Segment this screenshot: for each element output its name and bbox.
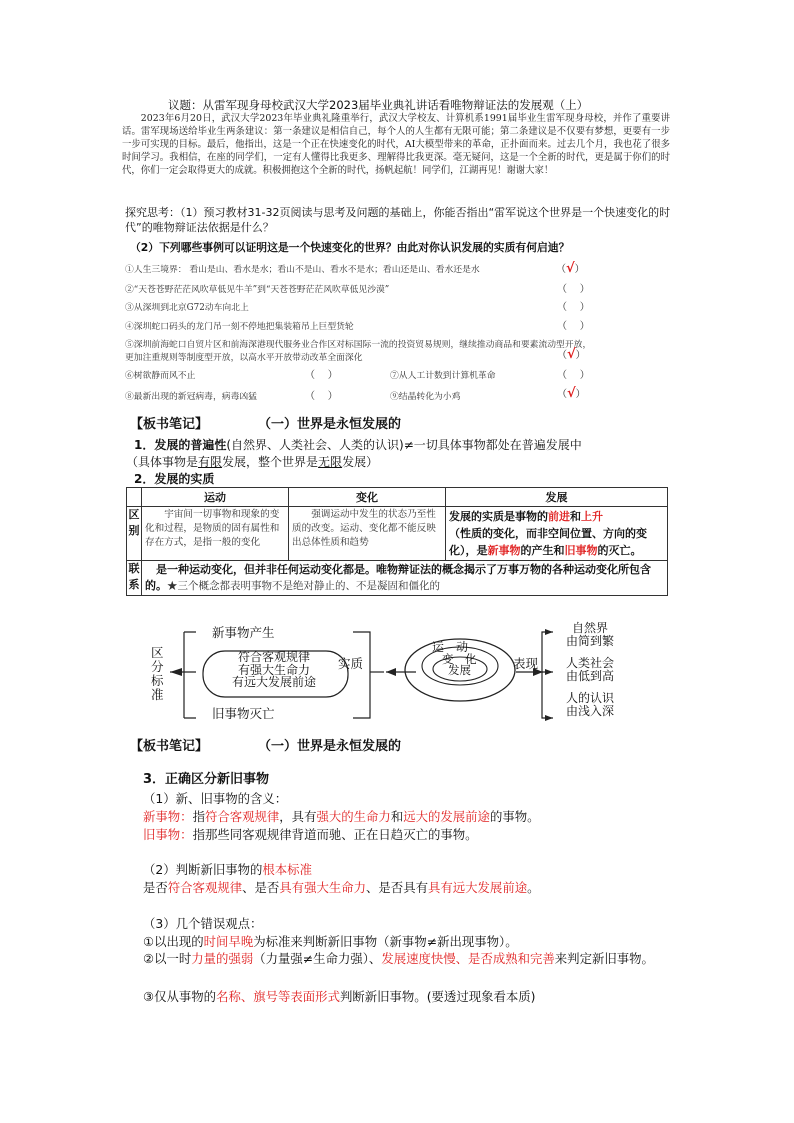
question-2: （2）下列哪些事例可以证明这是一个快速变化的世界？由此对你认识发展的实质有何启迪？ (130, 241, 570, 254)
section-3-p1: （1）新、旧事物的含义： (143, 791, 288, 806)
development-universality: 1．发展的普遍性(自然界、人类社会、人类的认识)≠一切具体事物都处在普遍发展中 (134, 438, 582, 452)
note-heading-1: （一）世界是永恒发展的 (258, 417, 402, 432)
cell-connection: 是一种运动变化，但并非任何运动变化都是。唯物辩证法的概念揭示了万事万物的各种运动变化所包含的。★三个概念都表明事物不是绝对静止的、不是凝固和僵化的 (142, 561, 668, 596)
error-view-1: ①以出现的时间早晚为标准来判断新旧事物（新事物≠新出现事物）。 (143, 934, 518, 949)
diagram-essence: 实质 (338, 656, 364, 671)
note-label-1: 【板书笔记】 (130, 417, 209, 432)
option-6-answer: （ ） (305, 370, 338, 381)
option-1-answer: （√） (556, 261, 585, 276)
note-label-2: 【板书笔记】 (130, 739, 209, 754)
diagram-motion: 运 动 (432, 640, 469, 654)
option-5-line-2: 更加注重规则等制度型开放，以高水平开放带动改革全面深化 (125, 353, 363, 363)
development-universality-note: （具体事物是有限发展，整个世界是无限发展） (126, 455, 379, 469)
header-motion: 运动 (142, 488, 289, 507)
diagram-left-label: 区分标准 (151, 645, 164, 702)
section-3-p3: （3）几个错误观点： (143, 916, 263, 931)
concept-comparison-table (126, 487, 668, 596)
option-7-answer: （ ） (557, 370, 590, 381)
diagram-new-thing: 新事物产生 (212, 625, 275, 640)
option-8-answer: （ ） (305, 391, 338, 402)
judgment-standard: 是否符合客观规律、是否具有强大生命力、是否具有具有远大发展前途。 (143, 880, 540, 895)
option-3-answer: （ ） (557, 302, 590, 313)
option-6: ⑥树欲静而风不止 (125, 371, 196, 381)
section-3-p2: （2）判断新旧事物的根本标准 (143, 862, 312, 877)
intro-paragraph: 2023年6月20日，武汉大学2023年毕业典礼隆重举行，武汉大学校友、计算机系1991届毕业生雷军现身母校，并作了重要讲话。雷军现场送给毕业生两条建议：第一条建议是相信自己，每个人的人生都有无限可能；第二条建议是不仅要有梦想，更要有一步一步可实现的目标。最后，他指出，这是一个正在快速变化的时代，AI大模型带来的革命，正扑面而来。过去几个月，我也花了很多时间学习。我相信，在座的同学们，一定有人懂得比我更多、理解得比我更深。毫无疑问，这是一个全新的时代，更是属于你们的时代，你们一定会取得更大的成就。积极拥抱这个全新的时代，扬帆起航！同学们，江湖再见！谢谢大家！ (122, 113, 670, 176)
new-thing-definition: 新事物：指符合客观规律，具有强大的生命力和远大的发展前途的事物。 (143, 809, 540, 824)
option-5-answer: （√） (557, 347, 586, 362)
option-2-answer: （ ） (557, 284, 590, 295)
diagram-nature: 自然界 由简到繁 (566, 621, 615, 648)
option-9: ⑨结晶转化为小鸡 (390, 392, 461, 402)
option-4: ④深圳蛇口码头的龙门吊一刻不停地把集装箱吊上巨型货轮 (125, 322, 354, 332)
row-label-connection: 联系 (127, 561, 142, 596)
diagram-cognition: 人的认识 由浅入深 (566, 691, 615, 718)
check-mark-icon: √ (567, 347, 576, 362)
error-view-3: ③仅从事物的名称、旗号等表面形式判断新旧事物。(要透过现象看本质) (143, 989, 536, 1004)
page-title: 议题：从雷军现身母校武汉大学2023届毕业典礼讲话看唯物辩证法的发展观（上） (168, 98, 589, 112)
diagram-society: 人类社会 由低到高 (566, 656, 615, 683)
section-3-title: 3．正确区分新旧事物 (143, 772, 270, 787)
option-3: ③从深圳到北京G72动车向北上 (125, 303, 249, 313)
cell-development: 发展的实质是事物的前进和上升 （性质的变化，而非空间位置、方向的变化），是新事物的产生和旧事物的灭亡。 (446, 507, 668, 561)
diagram-development: 发展 (448, 663, 471, 677)
header-development: 发展 (446, 488, 668, 507)
diagram-standards: 符合客观规律 有强大生命力 有远大发展前途 (231, 650, 316, 689)
header-change: 变化 (289, 488, 446, 507)
option-5-line-1: ⑤深圳前海蛇口自贸片区和前海深港现代服务业合作区对标国际一流的投资贸易规则，继续推动商品和要素流动型开放， (125, 340, 592, 350)
diagram-express: 表现 (513, 656, 539, 671)
diagram-change: 变 化 (442, 652, 477, 666)
row-label-difference: 区别 (127, 507, 142, 561)
option-2: ②“天苍苍野茫茫风吹草低见牛羊”到“天苍苍野茫茫风吹草低见沙漠” (125, 285, 390, 295)
option-1: ①人生三境界： 看山是山、看水是水；看山不是山、看水不是水；看山还是山、看水还是水 (125, 265, 480, 275)
option-4-answer: （ ） (557, 321, 590, 332)
option-9-answer: （√） (557, 386, 586, 401)
error-view-2: ②以一时力量的强弱（力量强≠生命力强）、发展速度快慢、是否成熟和完善来判定新旧事物。 (143, 951, 654, 966)
diagram-old-thing: 旧事物灭亡 (212, 706, 275, 721)
check-mark-icon: √ (567, 386, 576, 401)
old-thing-definition: 旧事物：指那些同客观规律背道而驰、正在日趋灭亡的事物。 (143, 827, 478, 842)
option-8: ⑧最新出现的新冠病毒，病毒凶猛 (125, 392, 257, 402)
note-heading-2: （一）世界是永恒发展的 (258, 739, 402, 754)
question-1: 探究思考：（1）预习教材31-32页阅读与思考及问题的基础上，你能否指出“雷军说这个世界是一个快速变化的时代”的唯物辩证法依据是什么？ (125, 206, 671, 234)
cell-motion: 宇宙间一切事物和现象的变化和过程，是物质的固有属性和存在方式，是指一般的变化 (142, 507, 289, 561)
cell-change: 强调运动中发生的状态乃至性质的改变。运动、变化都不能反映出总体性质和趋势 (289, 507, 446, 561)
check-mark-icon: √ (566, 261, 575, 276)
development-essence-title: 2．发展的实质 (134, 472, 215, 486)
option-7: ⑦从人工计数到计算机革命 (390, 371, 496, 381)
